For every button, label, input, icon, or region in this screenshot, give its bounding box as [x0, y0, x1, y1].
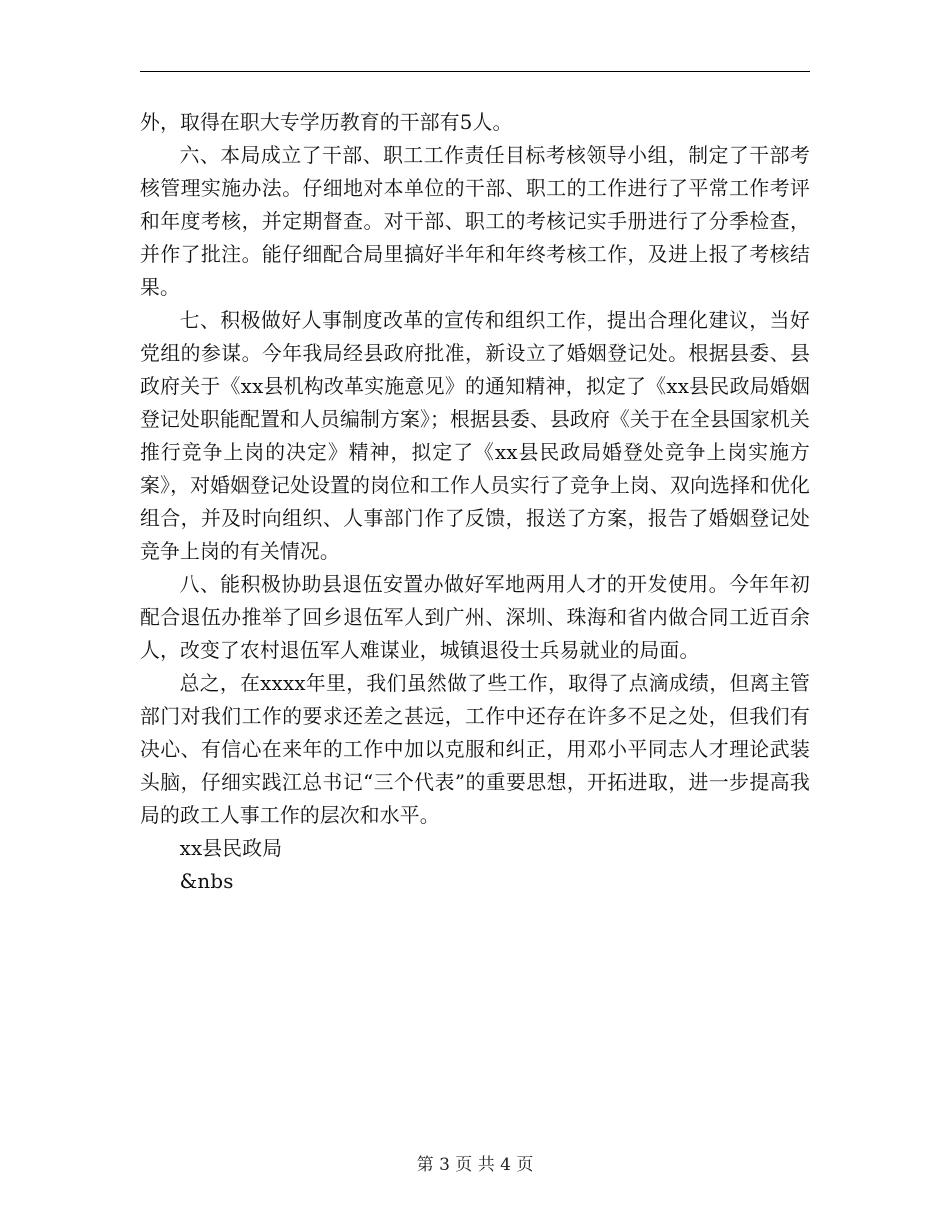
paragraph-item-eight: 八、能积极协助县退伍安置办做好军地两用人才的开发使用。今年年初配合退伍办推举了回乡退伍军人到广州、深圳、珠海和省内做合同工近百余人，改变了农村退伍军人难谋业，城镇退役士兵易就业的局面。 [140, 573, 810, 662]
paragraph-item-seven: 七、积极做好人事制度改革的宣传和组织工作，提出合理化建议，当好党组的参谋。今年我局经县政府批准，新设立了婚姻登记处。根据县委、县政府关于《xx县机构改革实施意见》的通知精神，拟定了《xx县民政局婚姻登记处职能配置和人员编制方案》；根据县委、县政府《关于在全县国家机关推行竞争上岗的决定》精神，拟定了《xx县民政局婚登处竞争上岗实施方案》，对婚姻登记处设置的岗位和工作人员实行了竞争上岗、双向选择和优化组合，并及时向组织、人事部门作了反馈，报送了方案，报告了婚姻登记处竞争上岗的有关情况。 [140, 309, 810, 563]
header-divider [140, 71, 810, 72]
trailing-fragment: &nbs [179, 870, 234, 893]
page-number-footer: 第 3 页 共 4 页 [416, 1155, 534, 1175]
paragraph-continuation: 外，取得在职大专学历教育的干部有5人。 [140, 111, 513, 134]
document-body [140, 106, 810, 898]
paragraph-summary: 总之，在xxxx年里，我们虽然做了些工作，取得了点滴成绩，但离主管部门对我们工作的要求还差之甚远，工作中还存在许多不足之处，但我们有决心、有信心在来年的工作中加以克服和纠正，用邓小平同志人才理论武装头脑，仔细实践江总书记“三个代表”的重要思想，开拓进取，进一步提高我局的政工人事工作的层次和水平。 [140, 672, 810, 827]
paragraph-item-six: 六、本局成立了干部、职工工作责任目标考核领导小组，制定了干部考核管理实施办法。仔细地对本单位的干部、职工的工作进行了平常工作考评和年度考核，并定期督查。对干部、职工的考核记实手册进行了分季检查，并作了批注。能仔细配合局里搞好半年和年终考核工作，及进上报了考核结果。 [140, 144, 810, 299]
signature-organization: xx县民政局 [179, 837, 283, 860]
